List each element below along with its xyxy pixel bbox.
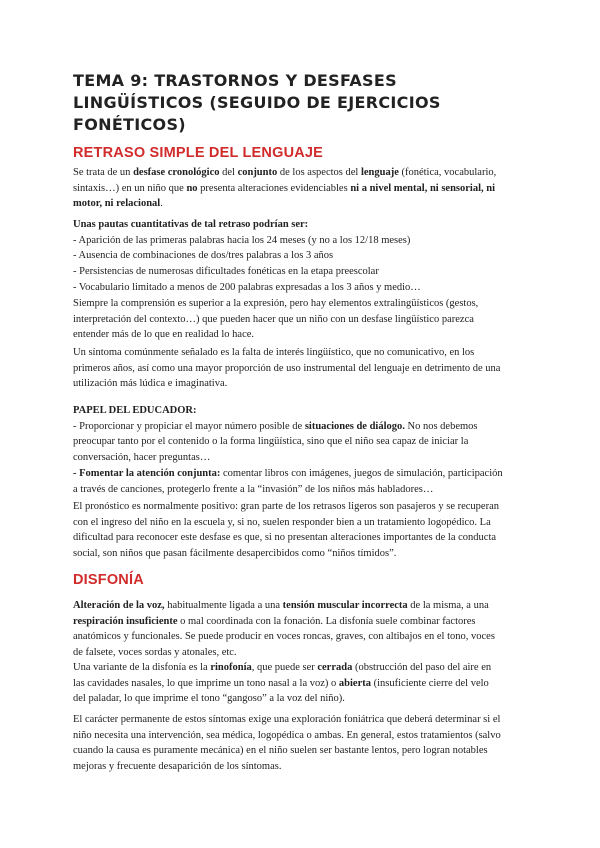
paragraph-disfonia: Alteración de la voz, habitualmente ligada a una tensión muscular incorrecta de la misma, a una respiración insuficiente o mal coordinada con la fonación. La disfonía suele combinar factores anatómicos y funcionales. Se puede producir en voces roncas, graves, con altibajos en el tono, voces de falsete, voces sordas y atonales, etc.	[73, 600, 495, 659]
paragraph-pronostico: El pronóstico es normalmente positivo: gran parte de los retrasos ligeros son pasajeros y se recuperan con el ingreso del niño en la escuela y, si no, suelen responder bien a un tratamiento logopédico. La dificultad para reconocer este desfase es que, si no presentan alteraciones importantes de la conducta social, son niños que pasan fácilmente desapercibidos como “niños tímidos”.	[73, 501, 500, 560]
list-item: - Persistencias de numerosas dificultades fonéticas en la etapa preescolar	[73, 266, 379, 278]
section-heading-retraso: RETRASO SIMPLE DEL LENGUAJE	[73, 145, 324, 161]
pautas-title: Unas pautas cuantitativas de tal retraso podrían ser:	[73, 219, 309, 230]
paragraph-sintoma: Un síntoma comúnmente señalado es la falta de interés lingüístico, que no comunicativo, en los primeros años, así como una mayor proporción de uso instrumental del lenguaje en detrimento de una utilización más lúdica e imaginativa.	[73, 347, 501, 390]
list-item: - Aparición de las primeras palabras hacia los 24 meses (y no a los 12/18 meses)	[73, 234, 411, 246]
section-heading-disfonia: DISFONÍA	[73, 572, 144, 588]
list-item: - Vocabulario limitado a menos de 200 palabras expresadas a los 3 años y medio…	[73, 281, 421, 293]
paragraph-rinofonia: Una variante de la disfonía es la rinofonía, que puede ser cerrada (obstrucción del paso del aire en las cavidades nasales, lo que imprime un tono nasal a la voz) o abierta (insuficiente cierre del velo del paladar, lo que imprime el tono “gangoso” a la voz del niño).	[73, 662, 492, 705]
list-item: - Ausencia de combinaciones de dos/tres palabras a los 3 años	[73, 250, 334, 262]
papel-educador: PAPEL DEL EDUCADOR: - Proporcionar y propiciar el mayor número posible de situaciones de diálogo. No nos debemos preocupar tanto por el contenido o la forma lingüística, sino que el niño sea capaz de iniciar la conversación, hacer preguntas… - Fomentar la atención conjunta: comentar libros con imágenes, juegos de simulación, participación a través de canciones, protegerlo frente a la “invasión” de los niños más habladores…	[73, 405, 503, 495]
paragraph-comprension: Siempre la comprensión es superior a la expresión, pero hay elementos extralingüísticos (gestos, interpretación del contexto…) que pueden hacer que un niño con un desfase lingüístico parezca entender más de lo que en realidad lo hace.	[73, 298, 479, 341]
paragraph-intro: Se trata de un desfase cronológico del conjunto de los aspectos del lenguaje (fonética, vocabulario, sintaxis…) en un niño que no presenta alteraciones evidenciables ni a nivel mental, ni sensorial, ni motor, ni relacional.	[73, 167, 497, 210]
paragraph-exploracion: El carácter permanente de estos síntomas exige una exploración foniátrica que deberá determinar si el niño necesita una intervención, sea médica, logopédica o ambas. En general, estos tratamientos (salvo cuando la causa es puramente mecánica) en el niño suelen ser bastante lentos, pero logran notables mejoras y frecuente desaparición de los síntomas.	[73, 714, 501, 773]
pautas-list	[73, 217, 533, 296]
papel-title: PAPEL DEL EDUCADOR:	[73, 405, 197, 416]
page-title: TEMA 9: TRASTORNOS Y DESFASES LINGÜÍSTICOS (SEGUIDO DE EJERCICIOS FONÉTICOS)	[73, 71, 441, 134]
